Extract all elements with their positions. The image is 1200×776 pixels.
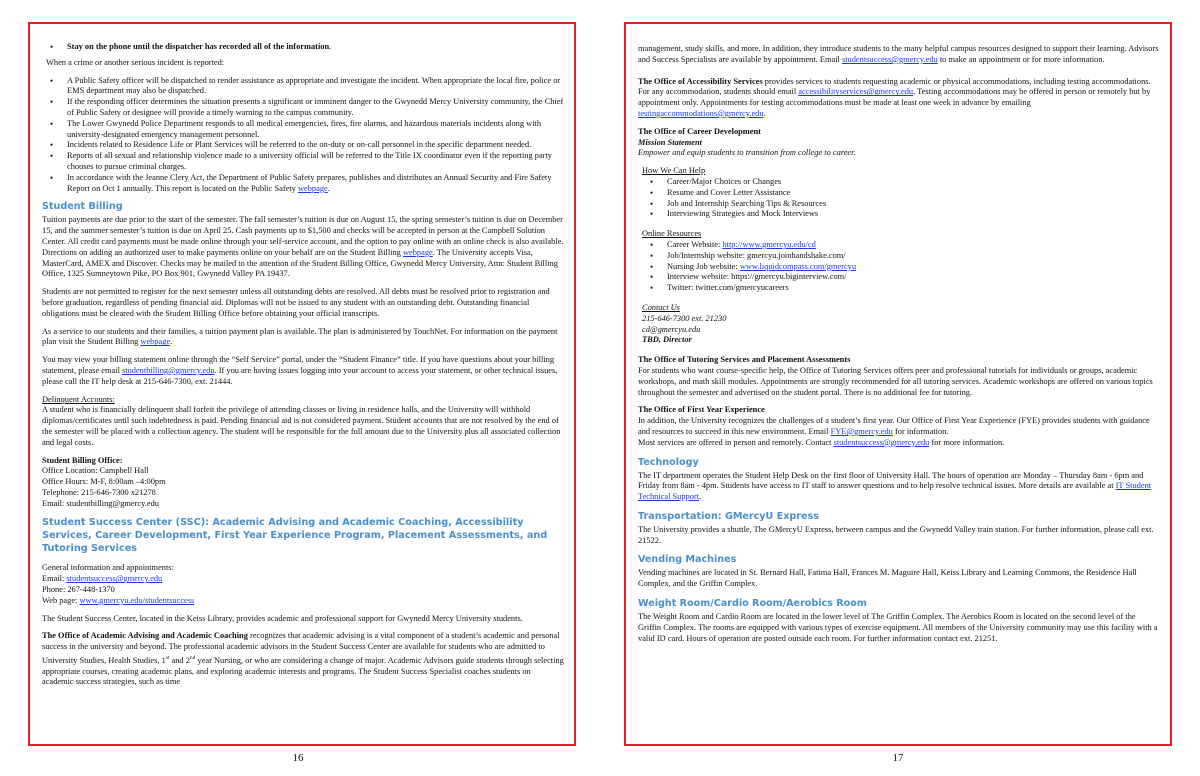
list-item: • Reports of all sexual and relationship violence made to a university official will be referred to the Title IX coordinator even if the reporting party chooses to pursue criminal charges. bbox=[60, 151, 564, 173]
list-item: • The Lower Gwynedd Police Department responds to all medical emergencies, fires, fire alarms, and hazardous materials incidents along with university-designated emergency management personnel. bbox=[60, 119, 564, 141]
advising-paragraph: The Office of Academic Advising and Academic Coaching recognizes that academic advising is a vital component of a student’s academic and personal success in the university and beyond. The professional academic advisors in the Student Success Center are available for students who are admitted to University Studies, Health Studies, 1st and 2nd year Nursing, or who are considering a change of major. Academic Advisors guide students through selecting appropriate courses, creating academic plans, and exploring academic interests and programs. The Student Success Specialist coaches students on academic success strategies, such as time bbox=[42, 631, 564, 687]
vending-paragraph: Vending machines are located in St. Bernard Hall, Fatima Hall, Frances M. Maguire Hall, Keiss Library and Learning Commons, the Residence Hall Complex, and the Griffin Complex. bbox=[638, 568, 1137, 589]
weight-room-heading: Weight Room/Cardio Room/Aerobics Room bbox=[638, 598, 867, 610]
ssc-contact-info: General information and appointments: Email: studentsuccess@gmercy.edu Phone: 267-448-1370 Web page: www.gmercyu.edu/studentsuccess bbox=[42, 563, 195, 605]
weight-room-paragraph: The Weight Room and Cardio Room are located in the lower level of The Griffin Complex. The Aerobics Room is located on the second level of the Griffin Complex. The rooms are equipped with various types of exercise equipment. All members of the University community may use this facility with a valid ID card. Hours of operation are posted outside each room. For further information contact ext. 21251. bbox=[638, 612, 1158, 643]
intro-bullet-list bbox=[42, 42, 564, 53]
fye-studentsuccess-link[interactable]: studentsuccess@gmercy.edu bbox=[833, 437, 930, 447]
list-item: • Job/Internship website: gmercyu.joinhandshake.com/ bbox=[660, 251, 1160, 262]
career-heading: The Office of Career Development bbox=[638, 126, 761, 136]
list-item: • Career Website: http://www.gmercyu.edu/cd bbox=[660, 240, 1160, 251]
mission-label: Mission Statement bbox=[638, 137, 702, 147]
public-safety-webpage-link[interactable]: webpage bbox=[297, 183, 328, 193]
fye-section: The Office of First Year Experience In addition, the University recognizes the challenges of a student’s first year. Our Office of First Year Experience (FYE) provides students with guidance and resources to succeed in this new environment. Email FYE@gmercy.edu for information. Most services are offered in person and remotely. Contact studentsuccess@gmercy.edu for more information. bbox=[638, 405, 1150, 447]
delinquent-section: Delinquent Accounts: A student who is financially delinquent shall forfeit the privilege of attending classes or living in residence halls, and the University will withhold diplomas/certificates until such indebtedness is paid. Pending financial aid is not considered payment. Student accounts that are not resolved by the end of the semester will be placed with a collection agency. The student will be responsible for the full amount due to the University plus all associated collection and legal costs. bbox=[42, 394, 561, 447]
delinquent-heading: Delinquent Accounts: bbox=[42, 394, 115, 404]
it-support-link[interactable]: IT Student Technical Support bbox=[638, 481, 1152, 502]
tutoring-heading: The Office of Tutoring Services and Placement Assessments bbox=[638, 355, 851, 365]
fye-email-link[interactable]: FYE@gmercy.edu bbox=[830, 426, 893, 436]
list-item: • If the responding officer determines the situation presents a significant or imminent danger to the Gwynedd Mercy University community, the Chief of Public Safety or designee will provide a timely warning to the campus community. bbox=[60, 97, 564, 119]
billing-office-heading: Student Billing Office: bbox=[42, 455, 123, 465]
billing-webpage-link[interactable]: webpage bbox=[402, 247, 433, 257]
help-list bbox=[638, 177, 1160, 220]
ssc-web-link[interactable]: www.gmercyu.edu/studentsuccess bbox=[79, 595, 195, 605]
contact-heading: Contact Us bbox=[642, 302, 680, 312]
list-item: • Interviewing Strategies and Mock Interviews bbox=[660, 209, 1160, 220]
technology-heading: Technology bbox=[638, 456, 699, 468]
studentbilling-email-link[interactable]: studentbilling@gmercy.edu bbox=[122, 365, 215, 375]
billing-paragraph-4: You may view your billing statement online through the “Self Service” portal, under the “Student Finance” title. If you have questions about your billing statement, please email studentbilling@gmercy.edu. If you are having issues logging into your account to access your statement, or other technical issues, please call the IT help desk at 215-646-7300, ext. 21444. bbox=[42, 355, 558, 386]
technology-paragraph: The IT department operates the Student Help Desk on the first floor of University Hall. The hours of operation are Monday – Thursday 8am - 6pm and Friday from 8am - 4pm. Students have access to IT staff to answer questions and to help resolve technical issues. More details are available at IT Student Technical Support. bbox=[638, 470, 1152, 502]
billing-office-info: Student Billing Office: Office Location: Campbell Hall Office Hours: M-F, 8:00am –4:00pm Telephone: 215-646-7300 x21278 Email: studentbilling@gmercy.edu bbox=[42, 456, 564, 510]
billing-paragraph-2: Students are not permitted to register for the next semester unless all outstanding debts are resolved. All debts must be resolved prior to registration and before graduation, regardless of pending financial aid. Diplomas will not be issued to any student with an outstanding debt. Outstanding financial obligations must be cleared with the Student Billing Office before obtaining your official transcripts. bbox=[42, 287, 550, 318]
accessibility-paragraph: The Office of Accessibility Services provides services to students requesting academic or physical accommodations, including testing accommodations. For any accommodation, students should email accessibilityservices@gmercy.edu. Testing accommodations may be offered in person or remotely but by appointment only. Appointments for testing accommodations must be made at least one week in advance by emailing testingaccommodations@gmercy.edu. bbox=[638, 76, 1151, 118]
transportation-heading: Transportation: GMercyU Express bbox=[638, 510, 819, 522]
list-item: • Resume and Cover Letter Assistance bbox=[660, 188, 1160, 199]
accessibility-email-link[interactable]: accessibilityservices@gmercy.edu bbox=[798, 87, 914, 97]
ssc-paragraph: The Student Success Center, located in the Keiss Library, provides academic and professional support for Gwynedd Mercy University students. bbox=[42, 613, 523, 623]
contact-section: Contact Us 215-646-7300 ext. 21230 cd@gmercyu.edu TBD, Director bbox=[638, 303, 1160, 346]
help-heading: How We Can Help bbox=[642, 166, 706, 176]
page-number-right: 17 bbox=[892, 752, 904, 764]
list-item: • Career/Major Choices or Changes bbox=[660, 177, 1160, 188]
crime-intro: When a crime or another serious incident is reported: bbox=[46, 57, 225, 67]
list-item: • A Public Safety officer will be dispatched to render assistance as appropriate and investigate the incident. When appropriate the local fire, police or EMS department may also be dispatched. bbox=[60, 76, 564, 98]
list-item: • Nursing Job website: www.liquidcompass.com/gmercyu bbox=[660, 262, 1160, 273]
transportation-paragraph: The University provides a shuttle, The GMercyU Express, between campus and the Gwynedd Valley train station. For further information, please call ext. 21522. bbox=[638, 524, 1154, 545]
career-section bbox=[638, 127, 1160, 159]
page-17 bbox=[624, 22, 1172, 746]
list-item: • In accordance with the Jeanne Clery Act, the Department of Public Safety prepares, publishes and distributes an Annual Security and Fire Safety Report on Oct 1 annually. This report is located on the Public Safety webpage. bbox=[60, 173, 564, 195]
payment-plan-webpage-link[interactable]: webpage bbox=[140, 337, 171, 347]
list-item: • Incidents related to Residence Life or Plant Services will be referred to the on-duty or on-call personnel in the specific department needed. bbox=[60, 140, 564, 151]
billing-paragraph-3: As a service to our students and their families, a tuition payment plan is available. The plan is administered by TouchNet. For information on the payment plan visit the Student Billing webpage. bbox=[42, 326, 558, 347]
billing-paragraph-1: Tuition payments are due prior to the start of the semester. The fall semester’s tuition is due on August 15, the spring semester’s tuition is due on December 15, and the summer semester’s tuition is due on April 25. Cash payments up to $1,500 and checks will be accepted in person at the Campbell Solution Center. All credit card payments must be made online through your self-service account, and the option to pay online with an online check is also available. Directions on adding an authorized user to make payments online on your behalf are on the Student Billing webpage. The University accepts Visa, MasterCard, AMEX and Discover. Checks may be mailed to the attention of the Student Billing Office, Gwynedd Mercy University, Attn: Student Billing Office, 1325 Sumneytown Pike, PO Box 901, Gwynedd Valley PA 19437. bbox=[42, 215, 564, 279]
fye-heading: The Office of First Year Experience bbox=[638, 405, 765, 415]
list-item: • Job and Internship Searching Tips & Resources bbox=[660, 199, 1160, 210]
list-item: • Interview website: https://gmercyu.biginterview.com/ bbox=[660, 272, 1160, 283]
list-item: • Twitter: twitter.com/gmercyucareers bbox=[660, 283, 1160, 294]
page-16 bbox=[28, 22, 576, 746]
mission-text: Empower and equip students to transition from college to career. bbox=[638, 148, 856, 158]
crime-bullet-list bbox=[42, 76, 564, 195]
student-billing-heading: Student Billing bbox=[42, 201, 123, 213]
online-heading: Online Resources bbox=[642, 229, 702, 239]
vending-heading: Vending Machines bbox=[638, 554, 737, 566]
career-website-link[interactable]: http://www.gmercyu.edu/cd bbox=[722, 239, 816, 249]
studentsuccess-email-link[interactable]: studentsuccess@gmercy.edu bbox=[841, 54, 938, 64]
page-number-left: 16 bbox=[292, 752, 304, 764]
list-item: • Stay on the phone until the dispatcher has recorded all of the information. bbox=[60, 42, 564, 53]
ssc-heading: Student Success Center (SSC): Academic Advising and Academic Coaching, Accessibility Services, Career Development, First Year Experience Program, Placement Assessments, and Tutoring Services bbox=[42, 517, 548, 555]
online-list bbox=[638, 240, 1160, 294]
nursing-website-link[interactable]: www.liquidcompass.com/gmercyu bbox=[739, 261, 857, 271]
advising-continued: management, study skills, and more. In addition, they introduce students to the many helpful campus resources designed to support their learning. Advisors and Success Specialists are available by appointment. Email studentsuccess@gmercy.edu to make an appointment or for more information. bbox=[638, 44, 1159, 64]
ssc-email-link[interactable]: studentsuccess@gmercy.edu bbox=[66, 574, 163, 584]
tutoring-section: The Office of Tutoring Services and Placement Assessments For students who want course-specific help, the Office of Tutoring Services offers peer and professional tutorials for individuals or groups, academic workshops, and math skill modules. Appointments are strongly recommended for all tutoring services. Academic workshops are offered on various topics throughout the semester and advertised on the student portal. There is no additional fee for tutoring. bbox=[638, 355, 1153, 397]
testing-email-link[interactable]: testingaccommodations@gmercy.edu bbox=[638, 108, 764, 118]
